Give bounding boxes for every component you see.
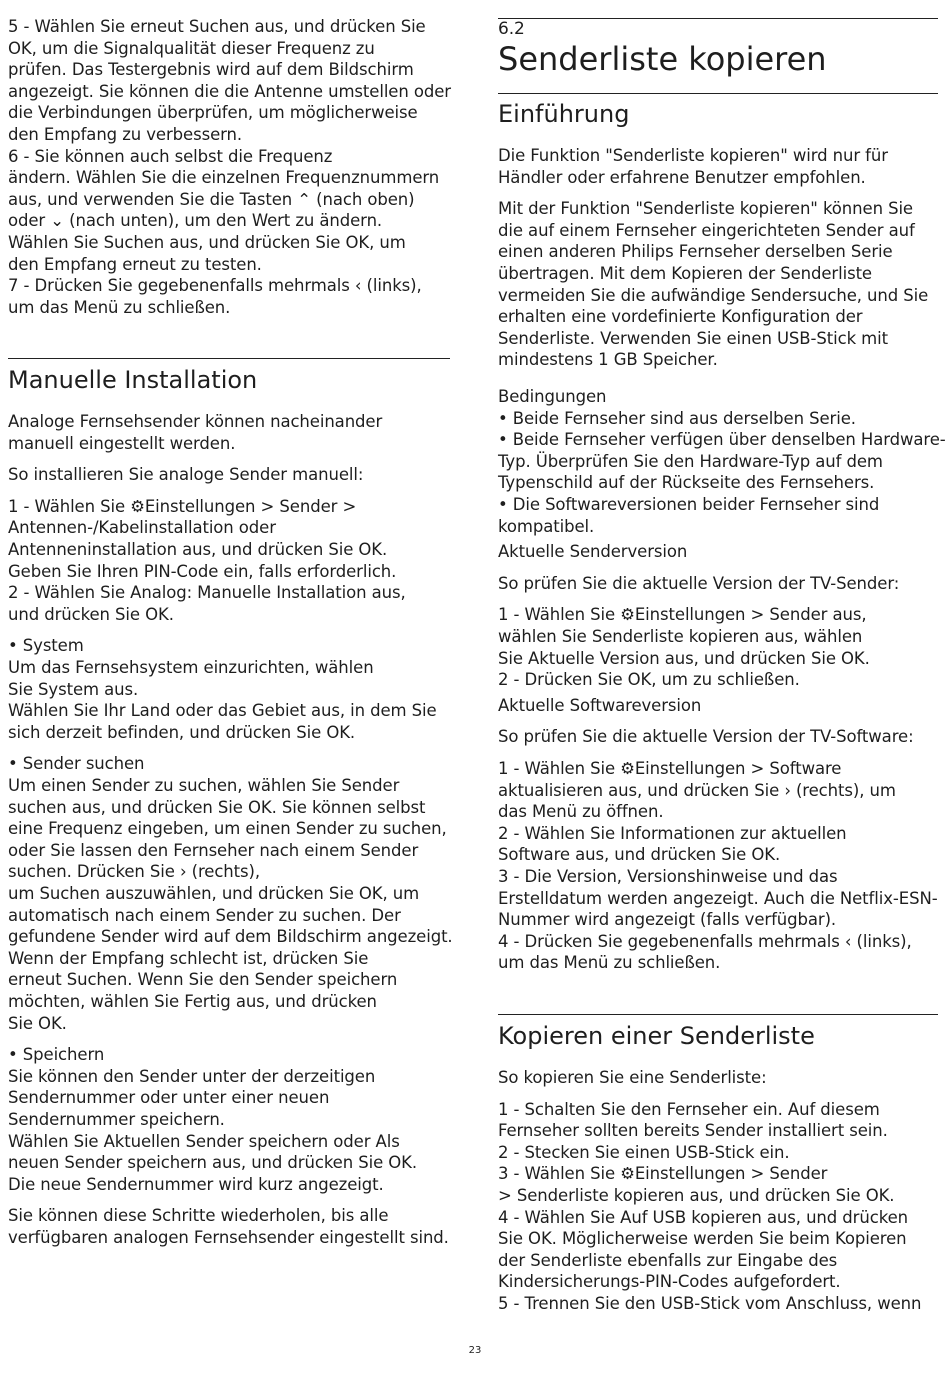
text-line: 2 - Stecken Sie einen USB-Stick ein.: [498, 1142, 790, 1162]
text-line: kompatibel.: [498, 516, 595, 536]
text-line: 2 - Drücken Sie OK, um zu schließen.: [498, 670, 800, 690]
text-line: 1 - Schalten Sie den Fernseher ein. Auf diesem: [498, 1099, 880, 1119]
text-line: einen anderen Philips Fernseher derselben Serie: [498, 242, 893, 262]
text-line: Wählen Sie Suchen aus, und drücken Sie OK, um: [8, 233, 406, 252]
text-line: verfügbaren analogen Fernsehsender eingestellt sind.: [8, 1228, 449, 1247]
text-line: • Speichern: [8, 1045, 105, 1065]
text-line: gefundene Sender wird auf dem Bildschirm angezeigt.: [8, 927, 453, 947]
text-line: die auf einem Fernseher eingerichteten Sender auf: [498, 220, 915, 240]
text-line: Die neue Sendernummer wird kurz angezeigt.: [8, 1174, 384, 1194]
text-line: Sie Aktuelle Version aus, und drücken Sie OK.: [498, 648, 870, 668]
text-line: automatisch nach einem Sender zu suchen. Der: [8, 905, 401, 925]
text-line: oder ⌄ (nach unten), um den Wert zu ändern.: [8, 211, 383, 231]
text-line: Um das Fernsehsystem einzurichten, wählen: [8, 658, 374, 677]
text-line: prüfen. Das Testergebnis wird auf dem Bildschirm: [8, 60, 414, 80]
text-line: 3 - Wählen Sie ⚙Einstellungen > Sender: [498, 1164, 828, 1184]
text-line: • Die Softwareversionen beider Fernseher sind: [498, 495, 880, 514]
text-line: Aktuelle Senderversion: [498, 542, 688, 562]
text-line: Software aus, und drücken Sie OK.: [498, 845, 781, 865]
heading-copy-channel-list: Kopieren einer Senderliste: [498, 1022, 815, 1050]
text-line: 5 - Wählen Sie erneut Suchen aus, und drücken Sie: [8, 17, 426, 36]
chapter-divider: [498, 18, 938, 19]
text-line: Nummer wird angezeigt (falls verfügbar).: [498, 910, 837, 930]
section-divider: [498, 1014, 938, 1015]
text-line: suchen. Drücken Sie › (rechts),: [8, 862, 261, 882]
text-line: So installieren Sie analoge Sender manuell:: [8, 465, 364, 485]
chapter-title: Senderliste kopieren: [498, 40, 827, 78]
text-line: Um einen Sender zu suchen, wählen Sie Sender: [8, 776, 400, 795]
text-line: So prüfen Sie die aktuelle Version der TV-Sender:: [498, 573, 900, 593]
text-line: Mit der Funktion "Senderliste kopieren" können Sie: [498, 199, 913, 219]
text-line: So prüfen Sie die aktuelle Version der TV-Software:: [498, 727, 914, 747]
text-line: Fernseher sollten bereits Sender installiert sein.: [498, 1121, 888, 1141]
text-line: aktualisieren aus, und drücken Sie › (rechts), um: [498, 780, 896, 800]
text-line: und drücken Sie OK.: [8, 604, 174, 624]
text-line: Typenschild auf der Rückseite des Fernsehers.: [498, 473, 875, 493]
text-line: Sie OK.: [8, 1013, 67, 1033]
text-line: neuen Sender speichern aus, und drücken Sie OK.: [8, 1153, 418, 1173]
text-line: mindestens 1 GB Speicher.: [498, 350, 718, 370]
heading-manual-installation: Manuelle Installation: [8, 366, 258, 394]
text-line: wählen Sie Senderliste kopieren aus, wählen: [498, 627, 863, 646]
text-line: Geben Sie Ihren PIN-Code ein, falls erforderlich.: [8, 561, 397, 581]
text-line: erhalten eine vordefinierte Konfiguration der: [498, 307, 863, 327]
text-line: der Senderliste ebenfalls zur Eingabe des: [498, 1250, 838, 1270]
text-line: 1 - Wählen Sie ⚙Einstellungen > Sender aus,: [498, 605, 867, 625]
text-line: • Sender suchen: [8, 754, 145, 774]
text-line: um das Menü zu schließen.: [8, 297, 231, 317]
text-line: den Empfang zu verbessern.: [8, 125, 243, 144]
text-line: Wählen Sie Ihr Land oder das Gebiet aus, in dem Sie: [8, 701, 437, 721]
text-line: Wenn der Empfang schlecht ist, drücken Sie: [8, 948, 369, 968]
text-line: möchten, wählen Sie Fertig aus, und drücken: [8, 992, 377, 1011]
text-line: Sie System aus.: [8, 679, 139, 699]
text-line: angezeigt. Sie können die die Antenne umstellen oder: [8, 81, 451, 101]
text-line: • System: [8, 636, 84, 656]
text-line: Erstelldatum werden angezeigt. Auch die Netflix-ESN-: [498, 888, 938, 908]
text-line: um Suchen auszuwählen, und drücken Sie OK, um: [8, 884, 420, 903]
text-line: Sie OK. Möglicherweise werden Sie beim Kopieren: [498, 1229, 907, 1249]
text-line: So kopieren Sie eine Senderliste:: [498, 1068, 767, 1087]
text-line: 1 - Wählen Sie ⚙Einstellungen > Sender >: [8, 496, 357, 516]
text-line: die Verbindungen überprüfen, um möglicherweise: [8, 103, 418, 123]
text-line: Senderliste. Verwenden Sie einen USB-Stick mit: [498, 328, 888, 348]
text-line: Bedingungen: [498, 387, 607, 406]
text-line: Sendernummer speichern.: [8, 1110, 225, 1129]
title-divider: [498, 93, 938, 94]
text-line: manuell eingestellt werden.: [8, 433, 236, 453]
text-line: suchen aus, und drücken Sie OK. Sie können selbst: [8, 797, 426, 817]
text-line: aus, und verwenden Sie die Tasten ⌃ (nach oben): [8, 189, 415, 209]
text-line: • Beide Fernseher sind aus derselben Serie.: [498, 408, 856, 428]
text-line: Sie können den Sender unter der derzeitigen: [8, 1066, 376, 1086]
text-line: Antenneninstallation aus, und drücken Sie OK.: [8, 540, 388, 559]
text-line: 5 - Trennen Sie den USB-Stick vom Anschluss, wenn: [498, 1294, 922, 1313]
text-line: 3 - Die Version, Versionshinweise und das: [498, 867, 838, 886]
text-line: um das Menü zu schließen.: [498, 953, 721, 973]
text-line: Wählen Sie Aktuellen Sender speichern oder Als: [8, 1131, 400, 1151]
page-number: 23: [468, 1345, 482, 1356]
text-line: sich derzeit befinden, und drücken Sie OK.: [8, 722, 356, 742]
text-line: Sendernummer oder unter einer neuen: [8, 1088, 330, 1108]
text-line: oder Sie lassen den Fernseher nach einem Sender: [8, 840, 419, 860]
text-line: 4 - Wählen Sie Auf USB kopieren aus, und drücken: [498, 1207, 908, 1227]
text-line: 6 - Sie können auch selbst die Frequenz: [8, 146, 333, 166]
text-line: 4 - Drücken Sie gegebenenfalls mehrmals ‹ (links),: [498, 931, 912, 951]
text-line: 7 - Drücken Sie gegebenenfalls mehrmals ‹ (links),: [8, 276, 422, 296]
text-line: Aktuelle Softwareversion: [498, 695, 702, 715]
section-number: 6.2: [498, 19, 525, 39]
text-line: OK, um die Signalqualität dieser Frequenz zu: [8, 38, 375, 58]
text-line: Händler oder erfahrene Benutzer empfohlen.: [498, 167, 866, 187]
text-line: eine Frequenz eingeben, um einen Sender zu suchen,: [8, 819, 447, 839]
text-line: vermeiden Sie die aufwändige Sendersuche, und Sie: [498, 285, 929, 305]
text-line: übertragen. Mit dem Kopieren der Senderliste: [498, 264, 872, 283]
text-line: 1 - Wählen Sie ⚙Einstellungen > Software: [498, 759, 842, 778]
text-line: > Senderliste kopieren aus, und drücken Sie OK.: [498, 1186, 895, 1205]
text-line: Sie können diese Schritte wiederholen, bis alle: [8, 1206, 389, 1226]
text-line: ändern. Wählen Sie die einzelnen Frequenznummern: [8, 168, 440, 188]
heading-introduction: Einführung: [498, 100, 630, 128]
text-line: 2 - Wählen Sie Informationen zur aktuellen: [498, 823, 847, 843]
text-line: Kindersicherungs-PIN-Codes aufgefordert.: [498, 1272, 841, 1292]
text-line: das Menü zu öffnen.: [498, 802, 664, 822]
text-line: Die Funktion "Senderliste kopieren" wird nur für: [498, 146, 888, 165]
text-line: • Beide Fernseher verfügen über denselben Hardware-: [498, 430, 946, 450]
text-line: Antennen-/Kabelinstallation oder: [8, 518, 276, 538]
text-line: den Empfang erneut zu testen.: [8, 254, 262, 274]
text-line: Analoge Fernsehsender können nacheinander: [8, 412, 383, 431]
text-line: erneut Suchen. Wenn Sie den Sender speichern: [8, 970, 398, 990]
text-line: Typ. Überprüfen Sie den Hardware-Typ auf dem: [498, 451, 883, 471]
text-line: 2 - Wählen Sie Analog: Manuelle Installation aus,: [8, 583, 406, 603]
section-divider: [8, 358, 450, 359]
